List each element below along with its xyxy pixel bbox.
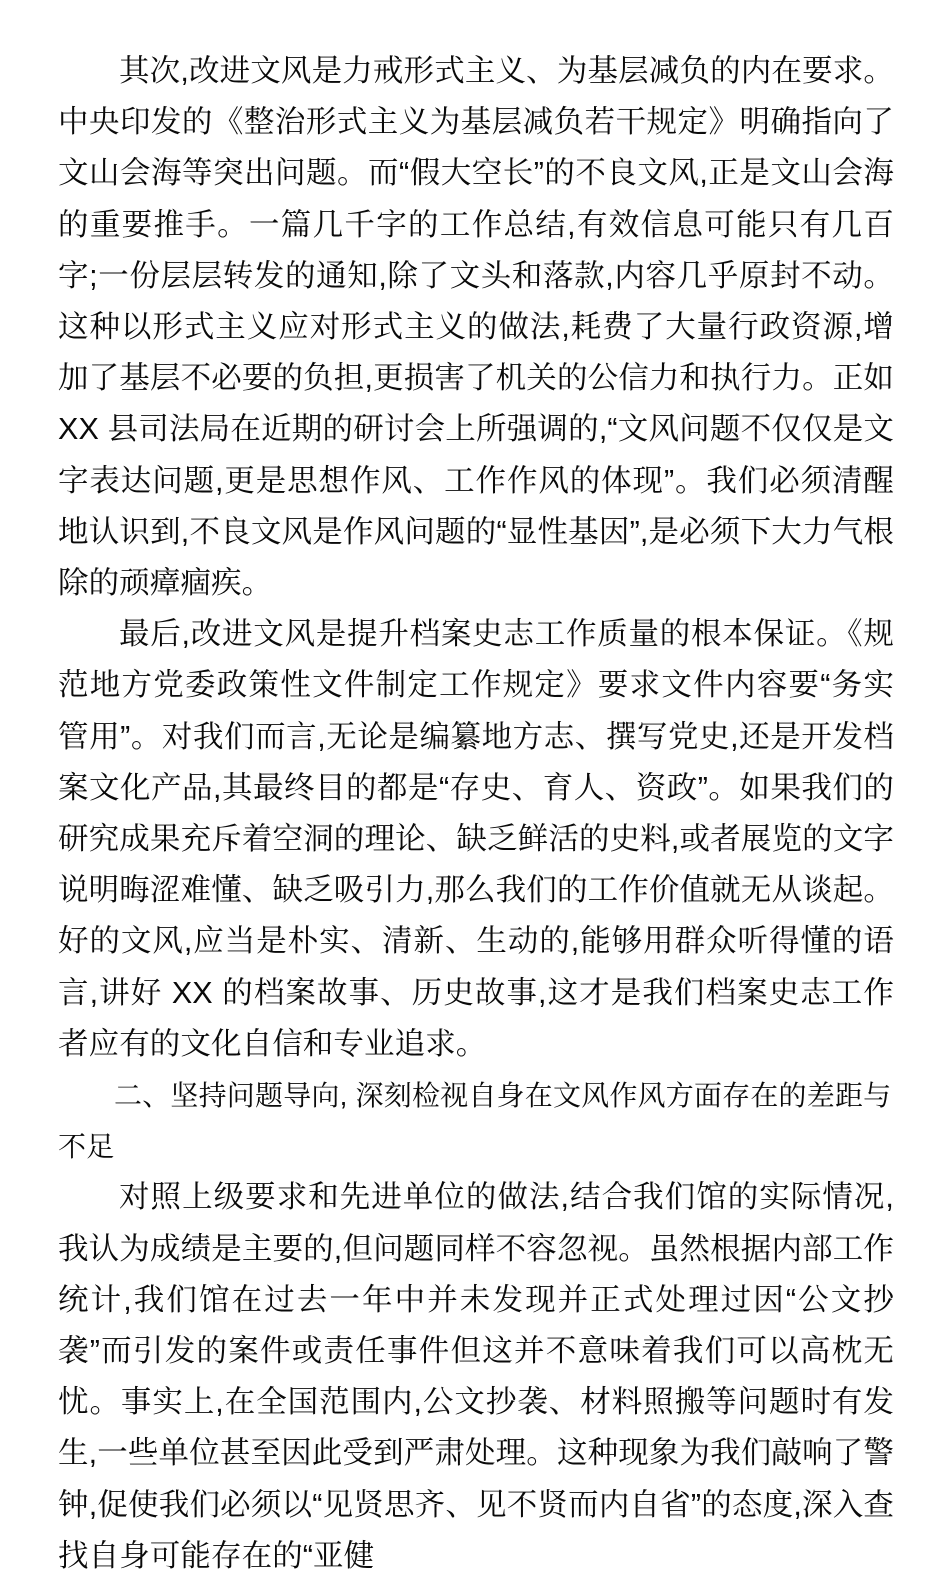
paragraph-block: 最后,改进文风是提升档案史志工作质量的根本保证。《规范地方党委政策性文件制定工作规定》要求文件内容要“务实管用”。对我们而言,无论是编纂地方志、撰写党史,还是开发档案文化产品,其最终目的都是“存史、育人、资政”。如果我们的研究成果充斥着空洞的理论、缺乏鲜活的史料,或者展览的文字说明晦涩难懂、缺乏吸引力,那么我们的工作价值就无从谈起。好的文风,应当是朴实、清新、生动的,能够用群众听得懂的语言,讲好 XX 的档案故事、历史故事,这才是我们档案史志工作者应有的文化自信和专业追求。 xyxy=(58,617,894,1061)
document-text-body xyxy=(58,46,894,1582)
paragraph-block: 对照上级要求和先进单位的做法,结合我们馆的实际情况,我认为成绩是主要的,但问题同样不容忽视。虽然根据内部工作统计,我们馆在过去一年中并未发现并正式处理过因“公文抄袭”而引发的案件或责任事件但这并不意味着我们可以高枕无忧。事实上,在全国范围内,公文抄袭、材料照搬等问题时有发生,一些单位甚至因此受到严肃处理。这种现象为我们敲响了警钟,促使我们必须以“见贤思齐、见不贤而内自省”的态度,深入查找自身可能存在的“亚健 xyxy=(58,1180,894,1573)
section-heading: 二、坚持问题导向, 深刻检视自身在文风作风方面存在的差距与不足 xyxy=(58,1080,892,1163)
paragraph-block: 其次,改进文风是力戒形式主义、为基层减负的内在要求。中央印发的《整治形式主义为基层减负若干规定》明确指向了文山会海等突出问题。而“假大空长”的不良文风,正是文山会海的重要推手。一篇几千字的工作总结,有效信息可能只有几百字;一份层层转发的通知,除了文头和落款,内容几乎原封不动。这种以形式主义应对形式主义的做法,耗费了大量行政资源,增加了基层不必要的负担,更损害了机关的公信力和执行力。正如 XX 县司法局在近期的研讨会上所强调的,“文风问题不仅仅是文字表达问题,更是思想作风、工作作风的体现”。我们必须清醒地认识到,不良文风是作风问题的“显性基因”,是必须下大力气根除的顽瘴痼疾。 xyxy=(58,54,894,601)
